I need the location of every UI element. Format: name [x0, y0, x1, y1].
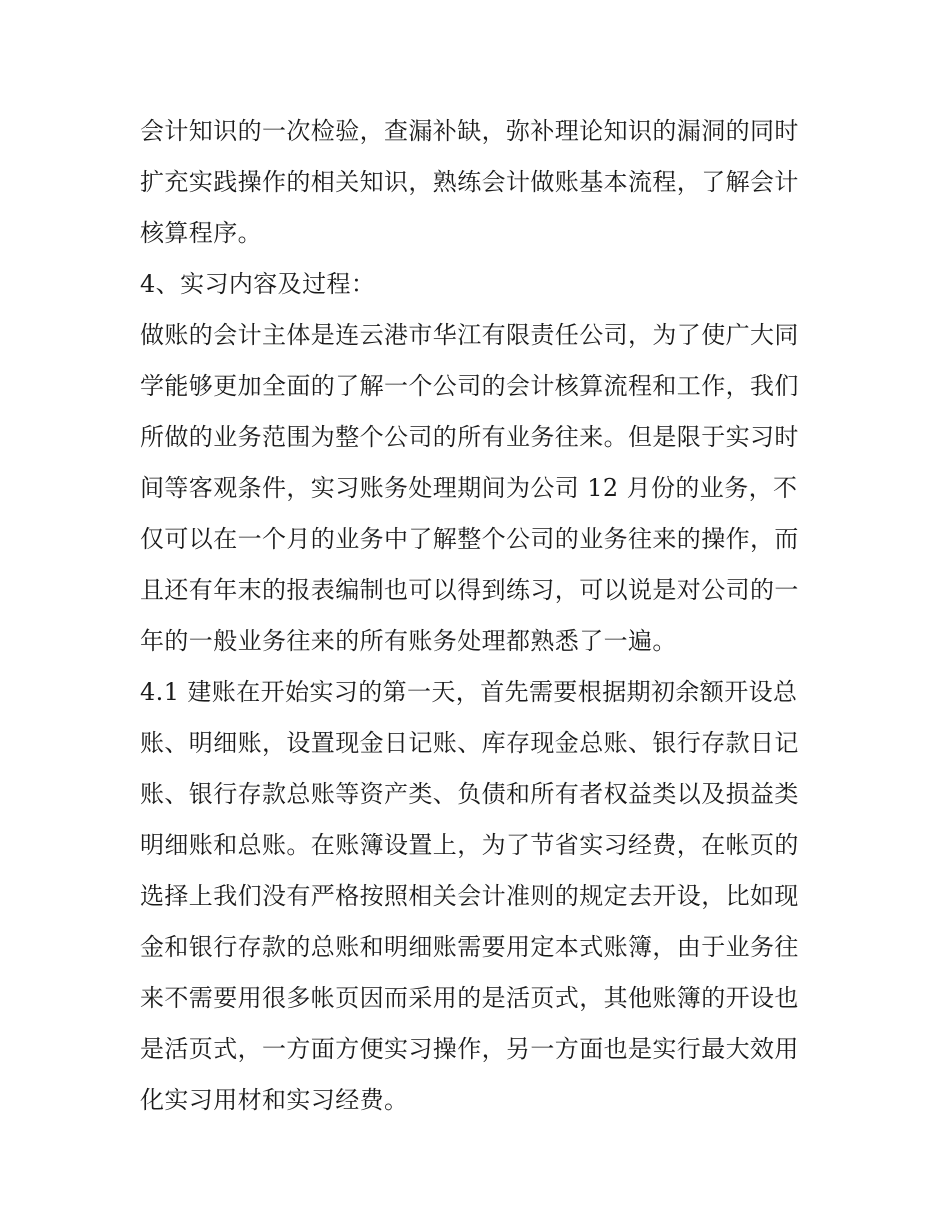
text-line: 年的一般业务往来的所有账务处理都熟悉了一遍。: [140, 627, 677, 655]
text-line: 账、银行存款总账等资产类、负债和所有者权益类以及损益类: [140, 780, 799, 808]
text-line: 扩充实践操作的相关知识，熟练会计做账基本流程，了解会计: [140, 168, 799, 196]
text-line: 间等客观条件，实习账务处理期间为公司 12 月份的业务，不: [140, 474, 798, 502]
text-line: 仅可以在一个月的业务中了解整个公司的业务往来的操作，而: [140, 525, 799, 553]
text-line: 化实习用材和实习经费。: [140, 1086, 409, 1114]
text-line: 选择上我们没有严格按照相关会计准则的规定去开设，比如现: [140, 882, 799, 910]
section-heading: 4、实习内容及过程：: [140, 270, 376, 298]
text-line: 核算程序。: [140, 219, 262, 247]
text-line: 来不需要用很多帐页因而采用的是活页式，其他账簿的开设也: [140, 984, 799, 1012]
text-line: 学能够更加全面的了解一个公司的会计核算流程和工作，我们: [140, 372, 799, 400]
text-line: 是活页式，一方面方便实习操作，另一方面也是实行最大效用: [140, 1035, 799, 1063]
subsection-line: 4.1 建账在开始实习的第一天，首先需要根据期初余额开设总: [140, 678, 798, 706]
text-line: 账、明细账，设置现金日记账、库存现金总账、银行存款日记: [140, 729, 799, 757]
text-line: 明细账和总账。在账簿设置上，为了节省实习经费，在帐页的: [140, 831, 799, 859]
document-body: [140, 106, 820, 1126]
text-line: 所做的业务范围为整个公司的所有业务往来。但是限于实习时: [140, 423, 799, 451]
text-line: 且还有年末的报表编制也可以得到练习，可以说是对公司的一: [140, 576, 799, 604]
text-line: 会计知识的一次检验，查漏补缺，弥补理论知识的漏洞的同时: [140, 117, 799, 145]
text-line: 金和银行存款的总账和明细账需要用定本式账簿，由于业务往: [140, 933, 799, 961]
text-line: 做账的会计主体是连云港市华江有限责任公司，为了使广大同: [140, 321, 799, 349]
